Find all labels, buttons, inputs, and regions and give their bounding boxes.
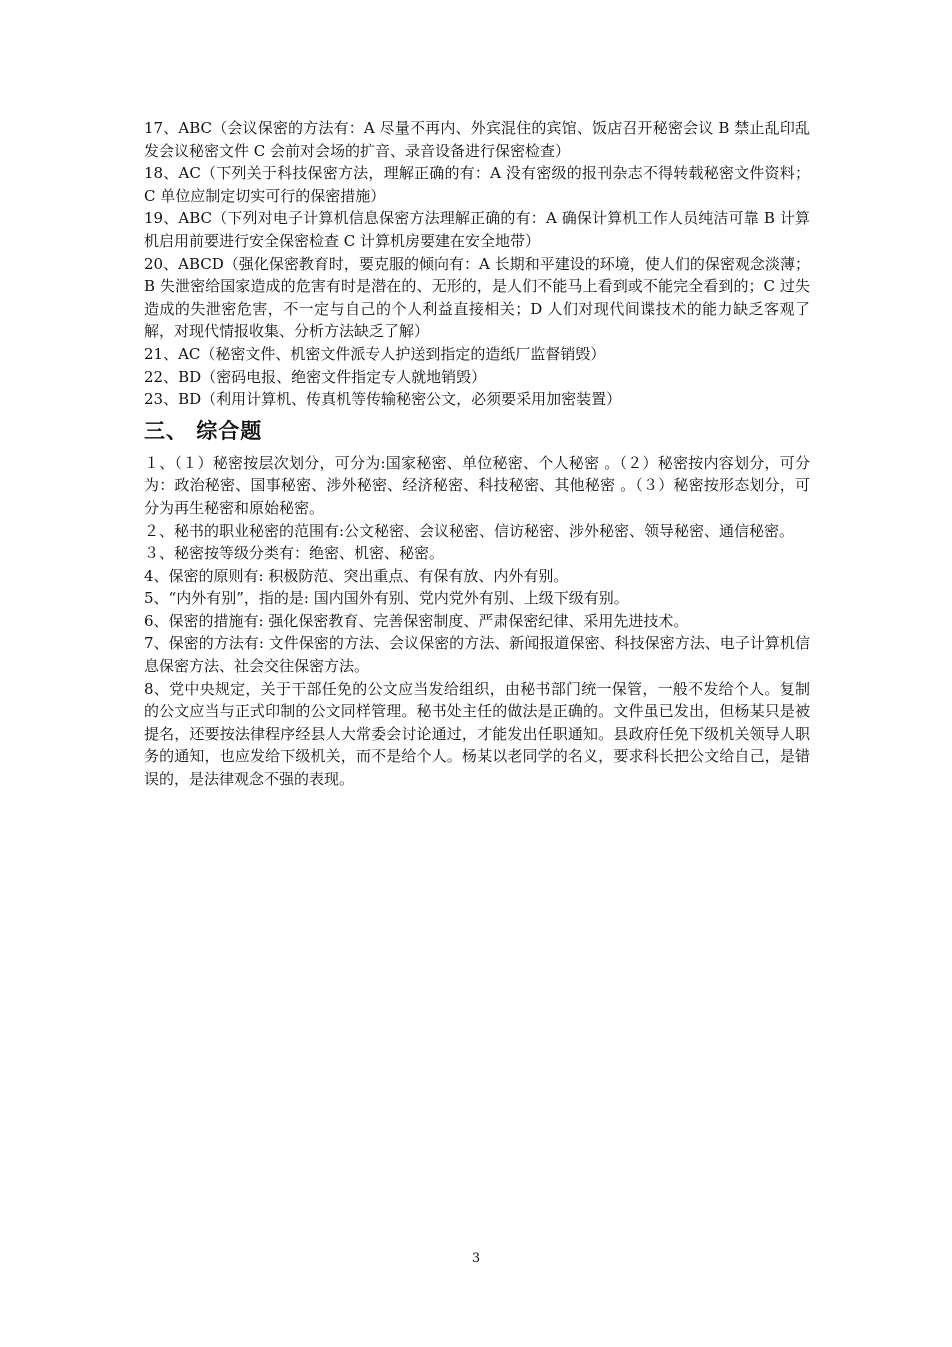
comprehensive-answer-1: １、（１）秘密按层次划分，可分为:国家秘密、单位秘密、个人秘密 。（２）秘密按内容划分，可分为：政治秘密、国事秘密、涉外秘密、经济秘密、科技秘密、其他秘密 。（３）秘密按形态划分，可分为再生秘密和原始秘密。 bbox=[144, 453, 810, 517]
comprehensive-answer-7: 7、保密的方法有: 文件保密的方法、会议保密的方法、新闻报道保密、科技保密方法、电子计算机信息保密方法、社会交往保密方法。 bbox=[144, 634, 810, 676]
comprehensive-answer-2: ２、秘书的职业秘密的范围有:公文秘密、会议秘密、信访秘密、涉外秘密、领导秘密、通信秘密。 bbox=[144, 521, 795, 540]
comprehensive-answer-5: 5、“内外有别”，指的是: 国内国外有别、党内党外有别、上级下级有别。 bbox=[144, 589, 629, 608]
comprehensive-answer-4: 4、保密的原则有: 积极防范、突出重点、有保有放、内外有别。 bbox=[144, 566, 569, 585]
section-heading: 三、 综合题 bbox=[144, 418, 263, 443]
page-content bbox=[144, 117, 810, 791]
answer-23: 23、BD（利用计算机、传真机等传输秘密公文，必须要采用加密装置） bbox=[144, 390, 622, 409]
answer-22: 22、BD（密码电报、绝密文件指定专人就地销毁） bbox=[144, 367, 487, 386]
answer-20: 20、ABCD（强化保密教育时，要克服的倾向有：A 长期和平建设的环境，使人们的保密观念淡薄；B 失泄密给国家造成的危害有时是潜在的、无形的，是人们不能马上看到或不能完全看到的；C 过失造成的失泄密危害，不一定与自己的个人利益直接相关；D 人们对现代间谍技术的能力缺乏客观了解，对现代情报收集、分析方法缺乏了解） bbox=[144, 254, 810, 341]
answer-18: 18、AC（下列关于科技保密方法，理解正确的有：A 没有密级的报刊杂志不得转载秘密文件资料； C 单位应制定切实可行的保密措施） bbox=[144, 164, 810, 205]
comprehensive-answer-3: ３、秘密按等级分类有：绝密、机密、秘密。 bbox=[144, 544, 445, 563]
comprehensive-answer-8: 8、党中央规定，关于干部任免的公文应当发给组织，由秘书部门统一保管，一般不发给个人。复制的公文应当与正式印制的公文同样管理。秘书处主任的做法是正确的。文件虽已发出，但杨某只是被提名，还要按法律程序经县人大常委会讨论通过，才能发出任职通知。县政府任免下级机关领导人职务的通知，也应发给下级机关，而不是给个人。杨某以老同学的名义，要求科长把公文给自己，是错误的，是法律观念不强的表现。 bbox=[144, 679, 810, 789]
page-number: 3 bbox=[471, 1251, 481, 1266]
answer-21: 21、AC（秘密文件、机密文件派专人护送到指定的造纸厂监督销毁） bbox=[144, 344, 606, 363]
answer-17: 17、ABC（会议保密的方法有：A 尽量不再内、外宾混住的宾馆、饭店召开秘密会议 B 禁止乱印乱发会议秘密文件 C 会前对会场的扩音、录音设备进行保密检查） bbox=[144, 119, 810, 160]
comprehensive-answer-6: 6、保密的措施有: 强化保密教育、完善保密制度、严肃保密纪律、采用先进技术。 bbox=[144, 611, 689, 630]
answer-19: 19、ABC（下列对电子计算机信息保密方法理解正确的有：A 确保计算机工作人员纯洁可靠 B 计算机启用前要进行安全保密检查 C 计算机房要建在安全地带） bbox=[144, 209, 810, 250]
